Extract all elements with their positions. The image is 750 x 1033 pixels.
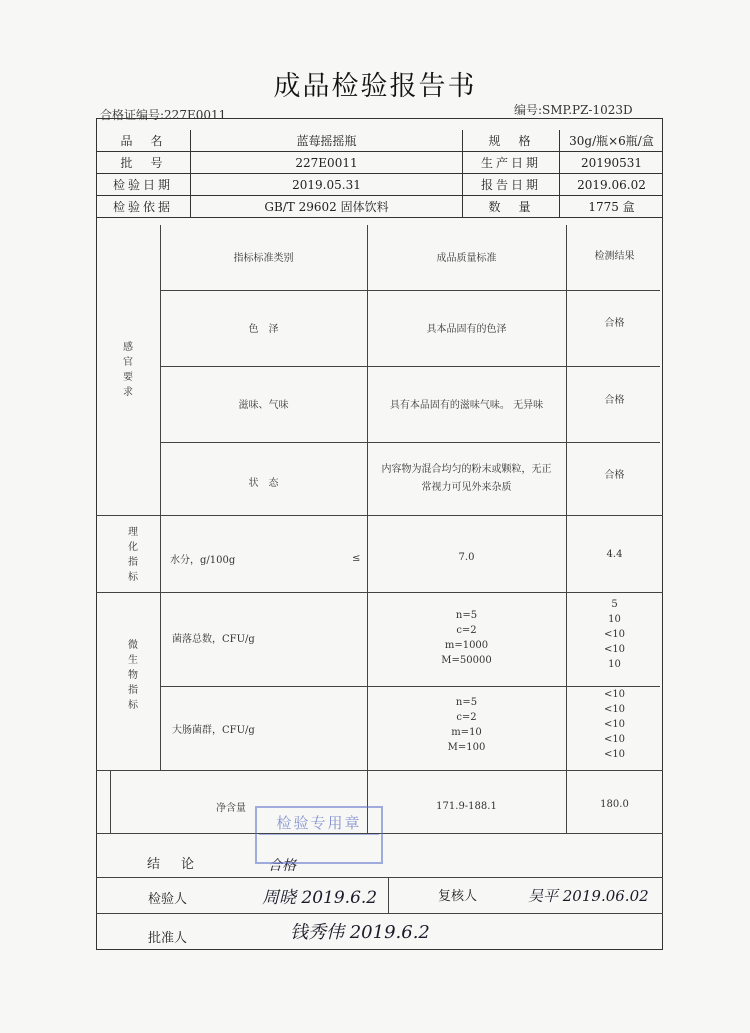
result-coliform: <10 bbox=[603, 719, 626, 730]
value-spec: 30g/瓶×6瓶/盒 bbox=[569, 134, 654, 148]
result-coliform: <10 bbox=[603, 704, 626, 715]
table-line bbox=[96, 877, 663, 878]
value-batch: 227E0011 bbox=[191, 152, 463, 174]
table-line bbox=[96, 913, 663, 914]
label-production-date: 生产日期 bbox=[463, 152, 560, 174]
item-color: 色 泽 bbox=[248, 324, 279, 335]
standard-colony: n=5 bbox=[455, 610, 478, 621]
label-report-date: 报告日期 bbox=[463, 174, 560, 196]
item-colony: 菌落总数，CFU/g bbox=[172, 634, 255, 645]
table-line bbox=[388, 877, 389, 913]
document-number: 编号:SMP.PZ-1023D bbox=[514, 103, 633, 117]
label-quantity: 数 量 bbox=[463, 196, 560, 218]
table-line bbox=[160, 225, 161, 770]
conclusion-label: 结 论 bbox=[147, 857, 199, 872]
label-inspection-date: 检验日期 bbox=[96, 174, 191, 196]
moisture-operator: ≤ bbox=[352, 553, 361, 564]
standard-coliform: n=5 bbox=[455, 697, 478, 708]
standard-coliform: M=100 bbox=[447, 742, 486, 753]
section-label-sensory: 感官要求 bbox=[123, 342, 133, 398]
result-taste: 合格 bbox=[604, 395, 625, 406]
result-coliform: <10 bbox=[603, 734, 626, 745]
reviewer-label: 复核人 bbox=[438, 889, 478, 904]
stamp-line bbox=[259, 848, 379, 857]
item-net-content: 净含量 bbox=[216, 803, 246, 814]
cert-number: 合格证编号:227E0011 bbox=[100, 108, 227, 122]
standard-colony: c=2 bbox=[456, 625, 477, 636]
result-colony: <10 bbox=[603, 644, 626, 655]
value-product-name: 蓝莓摇摇瓶 bbox=[191, 130, 463, 152]
result-colony: 10 bbox=[608, 614, 621, 625]
col-header-result: 检测结果 bbox=[594, 251, 635, 262]
standard-taste: 具有本品固有的滋味气味。 无异味 bbox=[389, 400, 544, 411]
item-moisture: 水分，g/100g bbox=[170, 555, 236, 566]
col-header-category: 指标标准类别 bbox=[233, 253, 294, 264]
standard-coliform: c=2 bbox=[456, 712, 477, 723]
approver-signature: 钱秀伟 2019.6.2 bbox=[290, 922, 430, 943]
standard-colony: m=1000 bbox=[444, 640, 489, 651]
result-moisture: 4.4 bbox=[606, 549, 623, 560]
table-line bbox=[96, 770, 663, 771]
table-line bbox=[160, 442, 660, 443]
item-taste: 滋味、气味 bbox=[238, 400, 289, 411]
inspector-signature: 周晓 2019.6.2 bbox=[262, 888, 378, 908]
col-header-standard: 成品质量标准 bbox=[436, 253, 497, 264]
stamp-line bbox=[259, 834, 379, 846]
result-colony: <10 bbox=[603, 629, 626, 640]
inspector-label: 检验人 bbox=[148, 892, 188, 907]
value-production-date: 20190531 bbox=[580, 156, 643, 170]
label-product-name: 品 名 bbox=[96, 130, 191, 152]
section-label-physchem: 理化指标 bbox=[128, 527, 138, 583]
conclusion-handwritten: 合格 bbox=[268, 858, 296, 874]
standard-coliform: m=10 bbox=[451, 727, 482, 738]
header-row-batch bbox=[96, 152, 663, 174]
result-net-content: 180.0 bbox=[600, 799, 629, 810]
report-title: 成品检验报告书 bbox=[273, 71, 477, 102]
label-batch: 批 号 bbox=[96, 152, 191, 174]
standard-color: 具本品固有的色泽 bbox=[426, 324, 507, 335]
standard-moisture: 7.0 bbox=[458, 552, 475, 563]
standard-colony: M=50000 bbox=[441, 655, 492, 666]
standard-state-line2: 常视力可见外来杂质 bbox=[421, 482, 512, 493]
item-state: 状 态 bbox=[248, 478, 279, 489]
label-basis: 检验依据 bbox=[96, 196, 191, 218]
table-line bbox=[96, 592, 663, 593]
table-line bbox=[160, 290, 660, 291]
table-line bbox=[160, 366, 660, 367]
reviewer-signature: 吴平 2019.06.02 bbox=[528, 887, 649, 905]
result-state: 合格 bbox=[604, 470, 625, 481]
table-line bbox=[96, 515, 663, 516]
value-basis: GB/T 29602 固体饮料 bbox=[191, 196, 463, 218]
result-colony: 10 bbox=[608, 659, 621, 670]
value-inspection-date: 2019.05.31 bbox=[191, 174, 463, 196]
label-spec: 规 格 bbox=[463, 130, 560, 152]
section-label-micro: 微生物指标 bbox=[128, 640, 138, 711]
value-quantity: 1775 盒 bbox=[588, 200, 635, 214]
result-coliform: <10 bbox=[603, 689, 626, 700]
item-coliform: 大肠菌群，CFU/g bbox=[172, 725, 255, 736]
header-row-name bbox=[96, 130, 663, 152]
inspection-stamp bbox=[255, 806, 383, 864]
stamp-title: 检验专用章 bbox=[276, 814, 362, 832]
result-colony: 5 bbox=[611, 599, 618, 610]
result-color: 合格 bbox=[604, 318, 625, 329]
table-line bbox=[110, 770, 111, 833]
result-coliform: <10 bbox=[603, 749, 626, 760]
approver-label: 批准人 bbox=[148, 931, 188, 946]
value-report-date: 2019.06.02 bbox=[577, 178, 646, 192]
standard-net-content: 171.9-188.1 bbox=[436, 801, 497, 812]
standard-state-line1: 内容物为混合均匀的粉末或颗粒，无正 bbox=[381, 464, 552, 475]
header-row-basis bbox=[96, 196, 663, 218]
header-row-dates bbox=[96, 174, 663, 196]
